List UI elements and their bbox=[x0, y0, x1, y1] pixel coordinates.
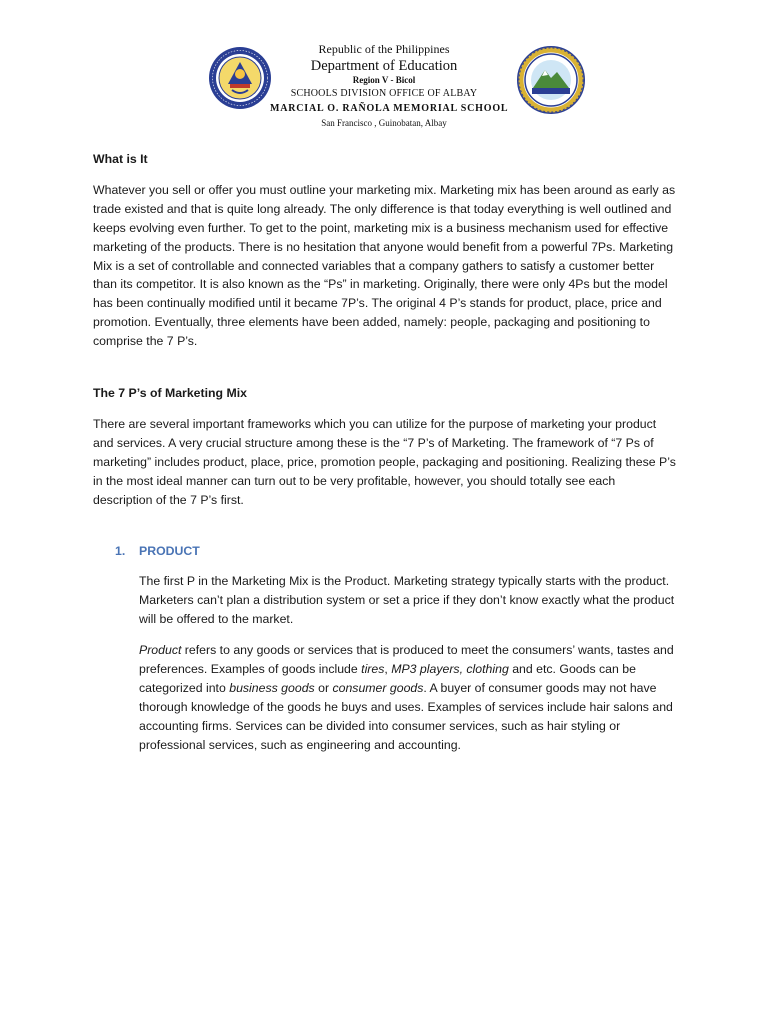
school-name: MARCIAL O. RAÑOLA MEMORIAL SCHOOL bbox=[270, 102, 509, 114]
text-segment: refers to any goods or services that is produced to meet the consumers’ wants, tastes and preferences. Examples of goods include bbox=[139, 643, 674, 677]
department-line: Department of Education bbox=[310, 58, 458, 74]
letterhead bbox=[0, 40, 768, 140]
letterhead-text bbox=[270, 42, 509, 130]
list-item-product-heading bbox=[93, 542, 678, 561]
text-segment: or bbox=[314, 680, 333, 695]
product-paragraph-2 bbox=[93, 641, 678, 754]
document-body bbox=[93, 150, 678, 755]
deped-seal-icon bbox=[208, 46, 272, 110]
seven-ps-paragraph: There are several important frameworks which you can utilize for the purpose of marketing your product and services. A very crucial structure among these is the “7 P’s of Marketing. The framework of “7 Ps of marketing” includes product, place, price, promotion people, packaging and positioning. Realizing these P’s in the most ideal manner can turn out to be very profitable, however, you should totally see each description of the 7 P’s first. bbox=[93, 416, 676, 507]
text-segment: and etc. Goods can be categorized into bbox=[139, 662, 636, 695]
term-product: Product bbox=[139, 643, 182, 658]
school-seal-icon bbox=[517, 46, 585, 114]
text-segment: , bbox=[384, 662, 392, 677]
term-consumer-goods: consumer goods bbox=[332, 680, 424, 695]
region-line: Region V - Bicol bbox=[352, 75, 416, 86]
section-heading-seven-ps: The 7 P’s of Marketing Mix bbox=[93, 386, 247, 401]
example-mp3-clothing: MP3 players, clothing bbox=[391, 662, 509, 677]
product-paragraph-1: The first P in the Marketing Mix is the Product. Marketing strategy typically starts with the product. Marketers can’t plan a distribution system or set a price if they don’t know exactly what the product will be offered to the market. bbox=[139, 574, 675, 627]
division-line: SCHOOLS DIVISION OFFICE OF ALBAY bbox=[290, 88, 478, 100]
product-heading-label: PRODUCT bbox=[139, 543, 200, 558]
section-heading-what-is-it: What is It bbox=[93, 152, 148, 166]
what-is-it-paragraph: Whatever you sell or offer you must outline your marketing mix. Marketing mix has been around as early as trade existed and that is quite long already. The only difference is that today everything is well outlined and keeps evolving even further. To get to the point, marketing mix is a business mechanism used for effective marketing of the products. There is no hesitation that anyone would benefit from a powerful 7Ps. Marketing Mix is a set of controllable and connected variables that a company gathers to satisfy a customer better than its competitor. It is also known as the “Ps” in marketing. Originally, there were only 4Ps but the model has been continually modified until it became 7P’s. The original 4 P’s stands for product, place, price and promotion. Eventually, three elements have been added, namely: people, packaging and positioning to comprise the 7 P’s. bbox=[93, 182, 676, 349]
term-business-goods: business goods bbox=[229, 680, 315, 695]
example-tires: tires bbox=[361, 662, 385, 677]
text-segment: . A buyer of consumer goods may not have thorough knowledge of the goods he buys and uses. Examples of services include hair salons and accounting firms. Services can be divided into consumer services, such as hair styling or professional services, such as engineering and accounting. bbox=[139, 680, 673, 752]
republic-line: Republic of the Philippines bbox=[318, 42, 450, 56]
list-number: 1. bbox=[115, 543, 126, 558]
school-address: San Francisco , Guinobatan, Albay bbox=[321, 118, 447, 129]
